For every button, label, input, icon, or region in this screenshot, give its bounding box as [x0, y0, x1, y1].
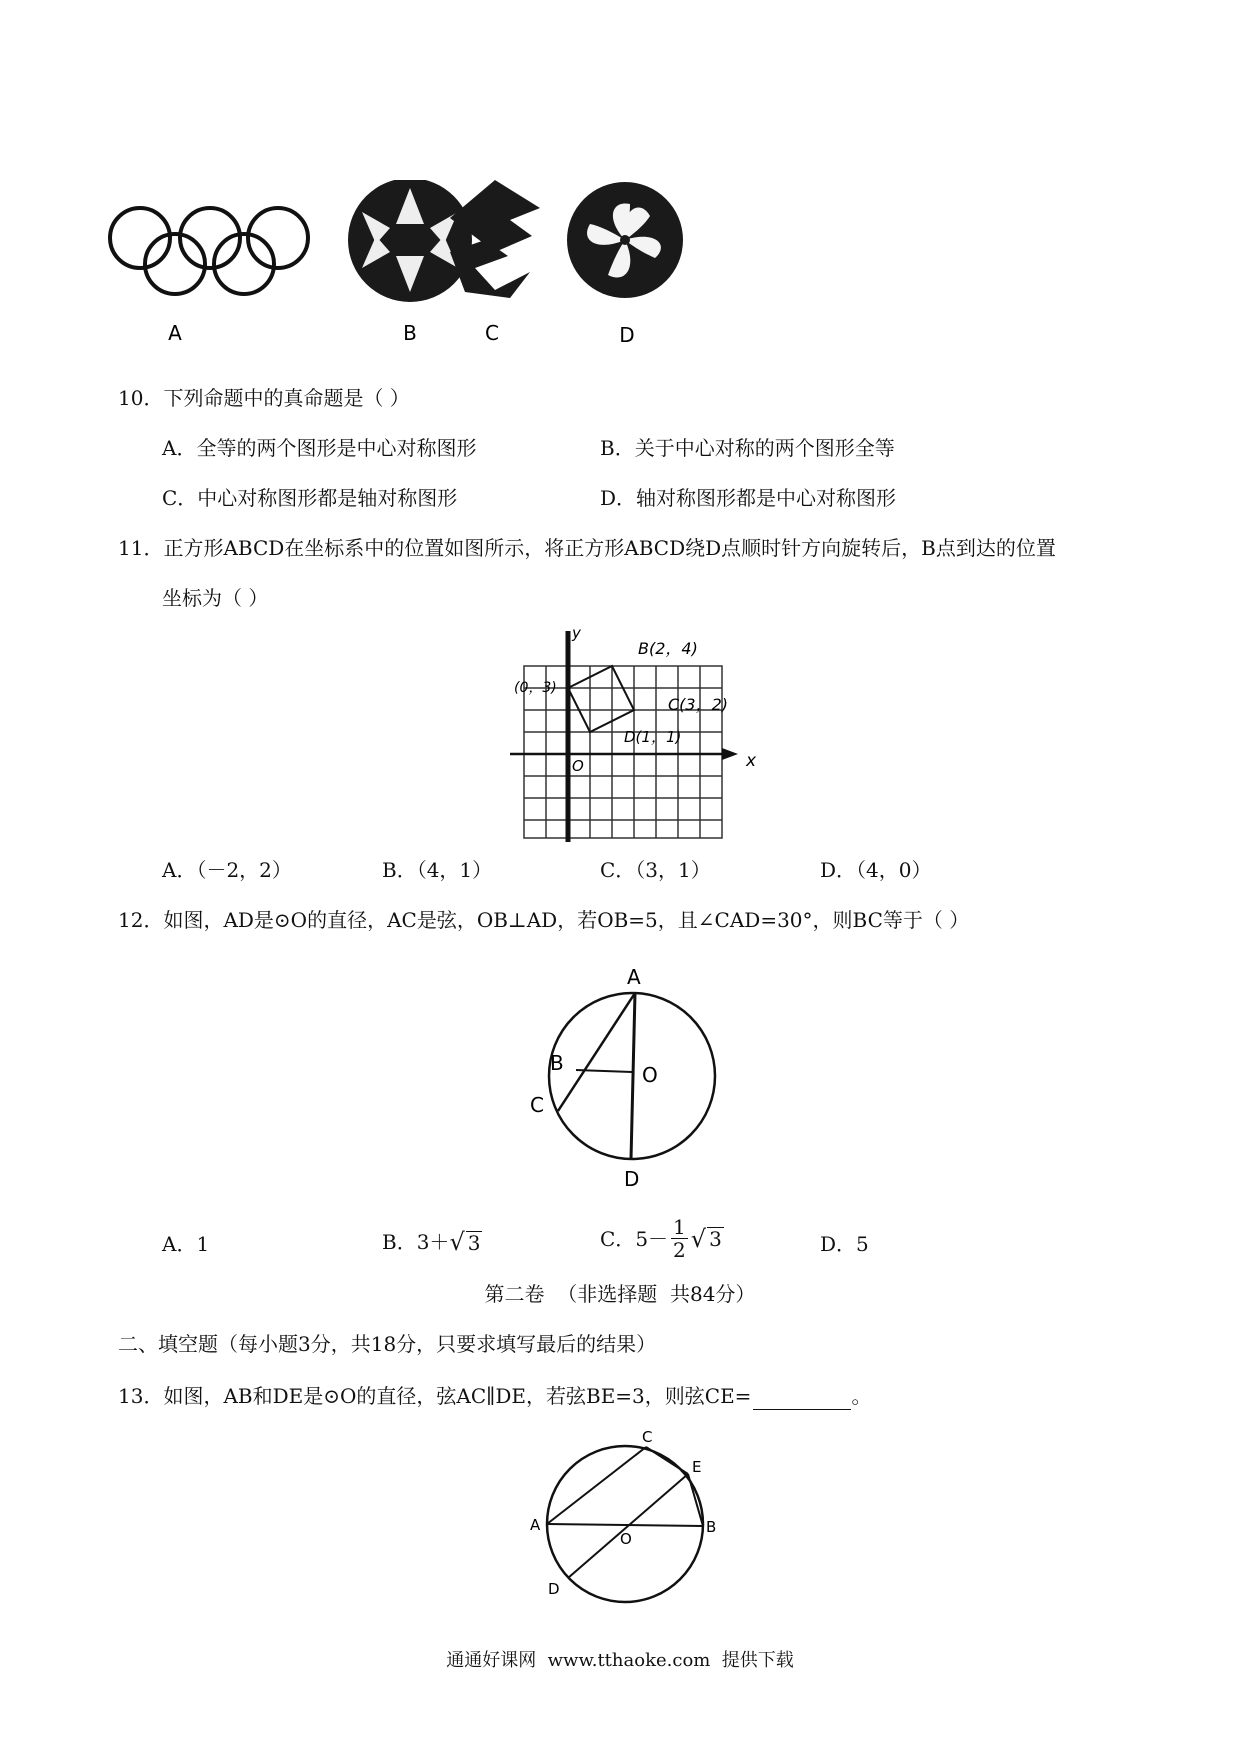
q11-coordinate-svg — [500, 626, 760, 846]
q13-stem-text: 13．如图，AB和DE是⊙O的直径，弦AC∥DE，若弦BE=3，则弦CE= — [118, 1384, 752, 1408]
q11-stem-cont: 坐标为（ ） — [162, 586, 269, 610]
q13-diameter-ab — [547, 1524, 703, 1526]
q12-option-b-letter: B． — [382, 1230, 417, 1254]
q12-stem: 12．如图，AD是⊙O的直径，AC是弦，OB⊥AD，若OB=5，且∠CAD=30°，则BC等于（ ） — [118, 908, 970, 932]
q12-chord-ac — [558, 993, 635, 1111]
q13-label-c: C — [642, 1428, 653, 1446]
q11-label-b: B(2，4) — [638, 639, 698, 658]
fig9-label-c: C — [485, 321, 499, 345]
q12-label-d: D — [624, 1167, 640, 1191]
q12-option-d — [820, 1230, 869, 1258]
q13-stem — [118, 1382, 871, 1410]
q11-label-y: y — [572, 626, 581, 642]
q12-option-b — [382, 1228, 482, 1256]
fig9-svg — [100, 180, 800, 360]
fig9-pinwheel-emblem — [567, 182, 683, 298]
q11-option-d: D．（4，0） — [820, 858, 932, 882]
q12-option-c-letter: C． — [600, 1226, 636, 1251]
q11-option-a: A．（－2，2） — [162, 858, 292, 882]
q12-option-d-letter: D． — [820, 1232, 857, 1256]
q10-option-d: D．轴对称图形都是中心对称图形 — [600, 486, 897, 510]
q13-circle-svg — [528, 1428, 728, 1610]
q12-label-a: A — [627, 965, 641, 989]
fig9-label-b: B — [403, 321, 417, 345]
q13-chord-ac — [547, 1447, 646, 1524]
q12-option-a — [162, 1230, 209, 1258]
q11-square — [568, 666, 634, 732]
q12-diameter-ad — [631, 993, 635, 1159]
q12-option-c-numerator: 1 — [673, 1215, 686, 1239]
q12-option-a-value: 1 — [196, 1232, 210, 1256]
q12-label-b: B — [550, 1051, 564, 1075]
q12-option-c-pre: 5－ — [635, 1226, 669, 1251]
q11-label-x: x — [746, 751, 757, 771]
q11-label-o: O — [572, 757, 584, 775]
q12-option-c-radicand: 3 — [709, 1227, 722, 1251]
q13-chord-ce — [646, 1447, 688, 1474]
q11-option-c: C．（3，1） — [600, 858, 711, 882]
fig9-label-a: A — [168, 321, 182, 345]
fig9-figure — [100, 180, 800, 360]
q12-label-c: C — [530, 1093, 544, 1117]
q12-option-c-fraction — [671, 1216, 688, 1261]
q11-option-b: B．（4，1） — [382, 858, 493, 882]
q12-figure — [520, 956, 740, 1192]
q10-option-c: C．中心对称图形都是轴对称图形 — [162, 486, 458, 510]
q12-option-b-pre: 3＋ — [416, 1230, 450, 1254]
q10-stem: 10．下列命题中的真命题是（ ） — [118, 386, 410, 410]
q13-figure — [528, 1428, 728, 1610]
q12-option-d-value: 5 — [856, 1232, 869, 1256]
section2-title: 二、填空题（每小题3分，共18分，只要求填写最后的结果） — [118, 1332, 657, 1356]
q13-label-o: O — [620, 1530, 632, 1548]
q12-option-a-letter: A． — [162, 1232, 197, 1256]
q12-option-c-denominator: 2 — [673, 1238, 686, 1262]
q13-stem-end: 。 — [851, 1384, 872, 1408]
q13-label-a: A — [530, 1516, 541, 1534]
q12-option-c — [600, 1216, 724, 1261]
q11-label-d: D(1，1) — [624, 728, 682, 746]
fig9-olympic-rings — [110, 208, 308, 294]
footer-text: 通通好课网 www.tthaoke.com 提供下载 — [446, 1650, 794, 1671]
q13-chord-be — [688, 1474, 703, 1526]
q12-label-o: O — [642, 1063, 658, 1087]
q13-label-e: E — [692, 1458, 702, 1476]
radical-icon: √ — [690, 1224, 707, 1253]
q13-label-d: D — [548, 1580, 560, 1598]
q12-option-b-radicand: 3 — [467, 1230, 481, 1255]
q11-figure — [500, 626, 760, 846]
q13-answer-blank — [753, 1389, 851, 1410]
fig9-label-d: D — [619, 323, 635, 347]
q10-option-b: B．关于中心对称的两个图形全等 — [600, 436, 895, 460]
q12-circle-svg — [520, 956, 740, 1192]
q11-label-c: C(3，2) — [668, 695, 729, 714]
fig9-snowflake-emblem — [348, 180, 472, 302]
q11-stem: 11．正方形ABCD在坐标系中的位置如图所示，将正方形ABCD绕D点顺时针方向旋转后，B点到达的位置 — [118, 536, 1056, 560]
q11-x-arrow — [722, 748, 738, 760]
q10-option-a: A．全等的两个图形是中心对称图形 — [162, 436, 477, 460]
q11-label-a: (0，3) — [514, 680, 557, 696]
part2-title: 第二卷 （非选择题 共84分） — [484, 1282, 756, 1306]
radical-icon: √ — [449, 1228, 465, 1256]
q13-label-b: B — [706, 1518, 717, 1536]
